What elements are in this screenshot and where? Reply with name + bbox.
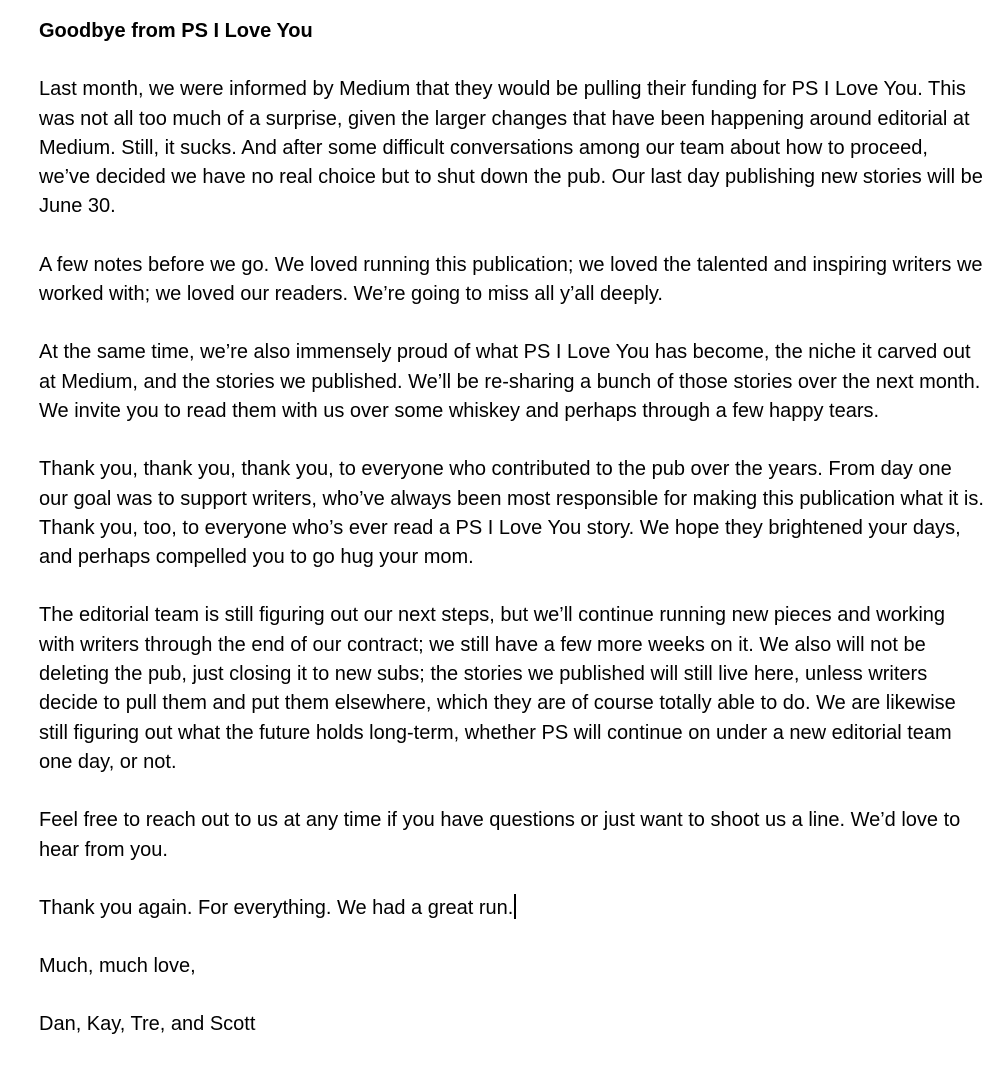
paragraph-next-steps: The editorial team is still figuring out our next steps, but we’ll continue running new pieces and working with writers through the end of our contract; we still have a few more weeks on it. We also will not be deleting the pub, just closing it to new subs; the stories we published will still live here, unless writers decide to pull them and put them elsewhere, which they are of course totally able to do. We are likewise still figuring out what the future holds long-term, whether PS will continue on under a new editorial team one day, or not. (39, 604, 956, 773)
paragraph-pride: At the same time, we’re also immensely proud of what PS I Love You has become, the niche it carved out at Medium, and the stories we published. We’ll be re-sharing a bunch of those stories over the next month. We invite you to read them with us over some whiskey and perhaps through a few happy tears. (39, 341, 981, 422)
document-title: Goodbye from PS I Love You (39, 20, 313, 42)
paragraph-closing (39, 894, 984, 923)
paragraph-notes: A few notes before we go. We loved running this publication; we loved the talented and inspiring writers we worked with; we loved our readers. We’re going to miss all y’all deeply. (39, 253, 983, 306)
paragraph-thanks: Thank you, thank you, thank you, to everyone who contributed to the pub over the years. From day one our goal was to support writers, who’ve always been most responsible for making this publication what it is. Thank you, too, to everyone who’s ever read a PS I Love You story. We hope they brightened your days, and perhaps compelled you to go hug your mom. (39, 458, 984, 569)
paragraph-announcement: Last month, we were informed by Medium that they would be pulling their funding for PS I Love You. This was not all too much of a surprise, given the larger changes that have been happening around editorial at Medium. Still, it sucks. And after some difficult conversations among our team about how to proceed, we’ve decided we have no real choice but to shut down the pub. Our last day publishing new stories will be June 30. (39, 78, 983, 218)
paragraph-closing-text: Thank you again. For everything. We had a great run. (39, 896, 514, 919)
paragraph-contact: Feel free to reach out to us at any time if you have questions or just want to shoot us a line. We’d love to hear from you. (39, 809, 961, 861)
text-cursor (514, 894, 516, 919)
paragraph-signoff: Much, much love, (39, 955, 196, 978)
document-editor[interactable] (39, 17, 984, 1040)
paragraph-signature: Dan, Kay, Tre, and Scott (39, 1013, 256, 1036)
